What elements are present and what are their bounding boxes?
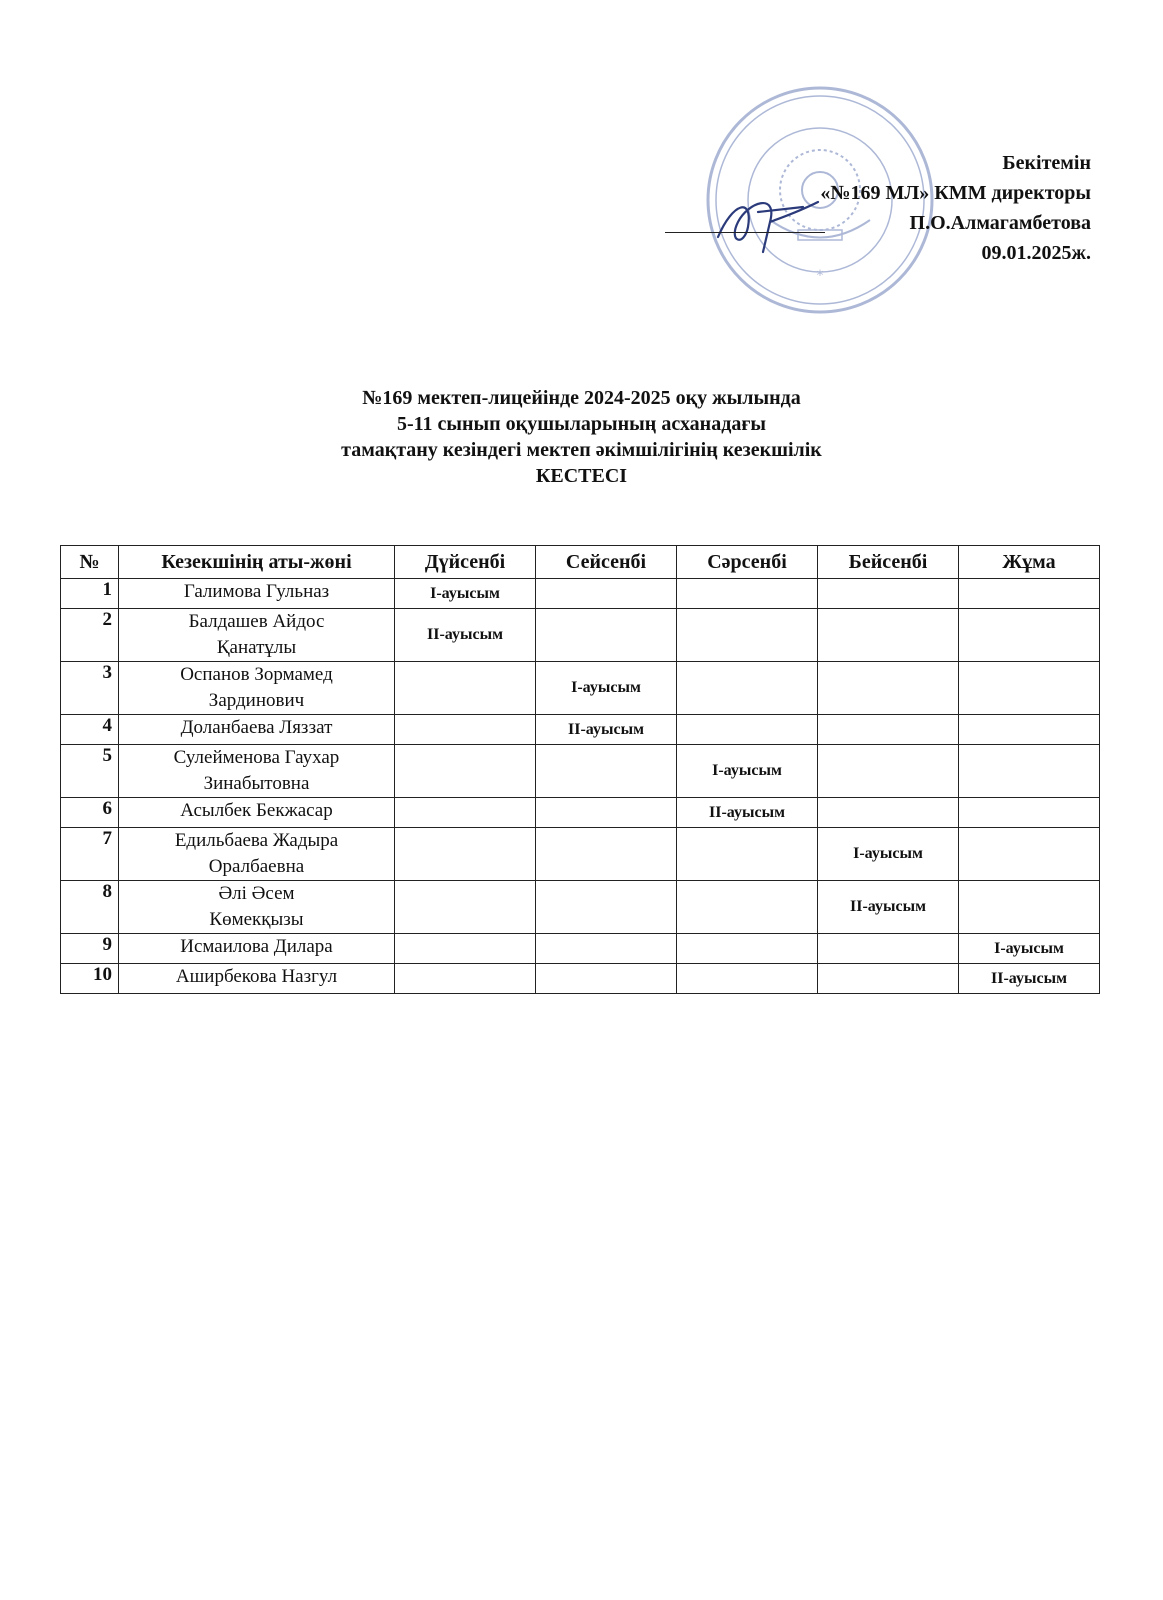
row-number: 4 xyxy=(61,715,119,745)
title-line-1: №169 мектеп-лицейінде 2024-2025 оқу жылында xyxy=(362,387,801,409)
duty-person-name xyxy=(119,964,395,994)
shift-cell-tuesday xyxy=(536,609,677,662)
shift-cell-thursday xyxy=(818,579,959,609)
shift-cell-wednesday xyxy=(677,828,818,881)
shift-cell-tuesday: ІІ-ауысым xyxy=(536,715,677,745)
shift-cell-monday xyxy=(395,715,536,745)
row-number: 1 xyxy=(61,579,119,609)
shift-cell-monday: ІІ-ауысым xyxy=(395,609,536,662)
name-line-2: Көмекқызы xyxy=(209,909,304,930)
header-name: Кезекшінің аты-жөні xyxy=(119,546,395,579)
approval-heading: Бекітемін xyxy=(1002,152,1091,174)
shift-cell-thursday xyxy=(818,964,959,994)
shift-cell-wednesday xyxy=(677,662,818,715)
shift-cell-thursday xyxy=(818,934,959,964)
shift-cell-monday xyxy=(395,662,536,715)
shift-cell-monday xyxy=(395,828,536,881)
duty-schedule-table xyxy=(60,545,1100,994)
table-row xyxy=(61,579,1100,609)
table-row xyxy=(61,881,1100,934)
shift-cell-monday xyxy=(395,964,536,994)
duty-person-name xyxy=(119,798,395,828)
shift-cell-friday xyxy=(959,662,1100,715)
name-line-1: Едильбаева Жадыра xyxy=(174,830,339,851)
signature-icon xyxy=(708,182,828,262)
shift-cell-friday xyxy=(959,745,1100,798)
name-line-2: Зинабытовна xyxy=(203,773,310,794)
row-number: 7 xyxy=(61,828,119,881)
signature-line xyxy=(665,232,825,233)
duty-person-name xyxy=(119,609,395,662)
shift-cell-wednesday: ІІ-ауысым xyxy=(677,798,818,828)
shift-cell-tuesday xyxy=(536,881,677,934)
header-friday: Жұма xyxy=(959,546,1100,579)
shift-cell-friday xyxy=(959,828,1100,881)
row-number: 5 xyxy=(61,745,119,798)
header-wednesday: Сәрсенбі xyxy=(677,546,818,579)
shift-cell-tuesday xyxy=(536,579,677,609)
shift-cell-tuesday xyxy=(536,745,677,798)
shift-cell-monday xyxy=(395,934,536,964)
shift-cell-thursday xyxy=(818,715,959,745)
shift-cell-thursday xyxy=(818,745,959,798)
shift-cell-wednesday xyxy=(677,964,818,994)
shift-cell-tuesday xyxy=(536,798,677,828)
shift-cell-friday xyxy=(959,798,1100,828)
row-number: 8 xyxy=(61,881,119,934)
shift-cell-thursday xyxy=(818,798,959,828)
shift-cell-tuesday: І-ауысым xyxy=(536,662,677,715)
duty-person-name xyxy=(119,934,395,964)
shift-cell-friday: ІІ-ауысым xyxy=(959,964,1100,994)
shift-cell-thursday: І-ауысым xyxy=(818,828,959,881)
name-line-1: Асылбек Бекжасар xyxy=(180,800,333,821)
name-line-2: Оралбаевна xyxy=(208,856,305,877)
shift-cell-monday xyxy=(395,745,536,798)
name-line-1: Сулейменова Гаухар xyxy=(173,747,340,768)
header-thursday: Бейсенбі xyxy=(818,546,959,579)
row-number: 2 xyxy=(61,609,119,662)
shift-cell-friday xyxy=(959,609,1100,662)
table-row xyxy=(61,662,1100,715)
table-row xyxy=(61,964,1100,994)
shift-cell-tuesday xyxy=(536,828,677,881)
table-row xyxy=(61,609,1100,662)
shift-cell-thursday xyxy=(818,662,959,715)
duty-person-name xyxy=(119,662,395,715)
approval-block xyxy=(820,148,1091,268)
shift-cell-thursday xyxy=(818,609,959,662)
title-line-4: КЕСТЕСІ xyxy=(535,465,628,487)
shift-cell-wednesday xyxy=(677,881,818,934)
shift-cell-tuesday xyxy=(536,934,677,964)
title-line-3: тамақтану кезіндегі мектеп әкімшілігінің кезекшілік xyxy=(341,439,822,461)
duty-person-name xyxy=(119,579,395,609)
approval-date: 09.01.2025ж. xyxy=(981,242,1091,264)
svg-text:*: * xyxy=(816,268,824,284)
name-line-1: Әлі Әсем xyxy=(218,883,295,904)
row-number: 10 xyxy=(61,964,119,994)
approval-director-name: П.О.Алмагамбетова xyxy=(909,212,1091,234)
duty-person-name xyxy=(119,828,395,881)
name-line-1: Балдашев Айдос xyxy=(188,611,325,632)
row-number: 6 xyxy=(61,798,119,828)
header-tuesday: Сейсенбі xyxy=(536,546,677,579)
shift-cell-monday xyxy=(395,798,536,828)
name-line-1: Доланбаева Ляззат xyxy=(180,717,333,738)
shift-cell-monday: І-ауысым xyxy=(395,579,536,609)
shift-cell-wednesday xyxy=(677,934,818,964)
shift-cell-friday: І-ауысым xyxy=(959,934,1100,964)
approval-position: «№169 МЛ» КММ директоры xyxy=(820,182,1091,204)
shift-cell-friday xyxy=(959,881,1100,934)
duty-person-name xyxy=(119,745,395,798)
name-line-1: Аширбекова Назгул xyxy=(175,966,338,987)
name-line-1: Исмаилова Дилара xyxy=(180,936,333,957)
table-row xyxy=(61,798,1100,828)
table-row xyxy=(61,715,1100,745)
name-line-1: Оспанов Зормамед xyxy=(180,664,333,685)
document-title xyxy=(0,385,1163,489)
shift-cell-thursday: ІІ-ауысым xyxy=(818,881,959,934)
shift-cell-tuesday xyxy=(536,964,677,994)
table-row xyxy=(61,828,1100,881)
row-number: 3 xyxy=(61,662,119,715)
shift-cell-wednesday: І-ауысым xyxy=(677,745,818,798)
title-line-2: 5-11 сынып оқушыларының асханадағы xyxy=(396,413,767,435)
header-number: № xyxy=(61,546,119,579)
name-line-1: Галимова Гульназ xyxy=(183,581,330,602)
shift-cell-friday xyxy=(959,579,1100,609)
shift-cell-friday xyxy=(959,715,1100,745)
duty-person-name xyxy=(119,715,395,745)
shift-cell-monday xyxy=(395,881,536,934)
table-row xyxy=(61,934,1100,964)
table-row xyxy=(61,745,1100,798)
table-header-row xyxy=(61,546,1100,579)
name-line-2: Зардинович xyxy=(208,690,305,711)
duty-person-name xyxy=(119,881,395,934)
name-line-2: Қанатұлы xyxy=(216,637,297,658)
shift-cell-wednesday xyxy=(677,715,818,745)
header-monday: Дүйсенбі xyxy=(395,546,536,579)
row-number: 9 xyxy=(61,934,119,964)
shift-cell-wednesday xyxy=(677,609,818,662)
shift-cell-wednesday xyxy=(677,579,818,609)
